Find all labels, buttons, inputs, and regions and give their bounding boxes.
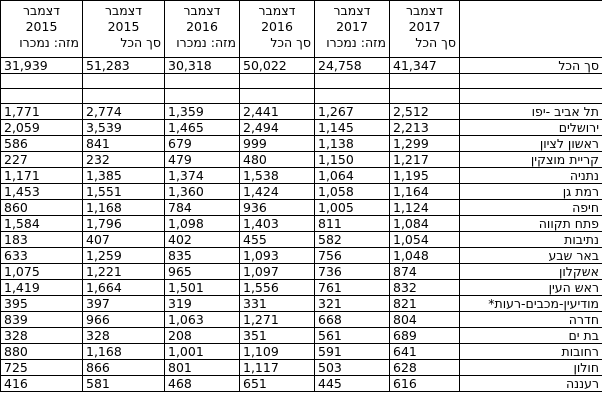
value-cell: 1,145 xyxy=(315,120,390,136)
value-cell: 1,299 xyxy=(390,136,460,152)
value-cell: 2,512 xyxy=(390,104,460,120)
table-row xyxy=(1,104,602,120)
value-cell: 1,796 xyxy=(83,216,165,232)
header-cell: דצמבר 2016 מזה: נמכרו xyxy=(165,1,240,58)
value-cell: 835 xyxy=(165,248,240,264)
table-row xyxy=(1,312,602,328)
value-cell: 860 xyxy=(1,200,83,216)
value-cell: 31,939 xyxy=(1,58,83,74)
value-cell: 1,271 xyxy=(240,312,315,328)
value-cell: 874 xyxy=(390,264,460,280)
value-cell: 1,403 xyxy=(240,216,315,232)
value-cell: 1,385 xyxy=(83,168,165,184)
value-cell: 725 xyxy=(1,360,83,376)
row-label: אשקלון xyxy=(460,264,602,280)
value-cell: 1,664 xyxy=(83,280,165,296)
value-cell: 351 xyxy=(240,328,315,344)
header-label-cell xyxy=(460,1,602,58)
value-cell: 41,347 xyxy=(390,58,460,74)
value-cell: 227 xyxy=(1,152,83,168)
empty-cell xyxy=(460,89,602,104)
value-cell: 1,168 xyxy=(83,200,165,216)
row-label: רעננה xyxy=(460,376,602,392)
value-cell: 402 xyxy=(165,232,240,248)
empty-cell xyxy=(315,74,390,89)
value-cell: 965 xyxy=(165,264,240,280)
empty-cell xyxy=(460,74,602,89)
header-cell: דצמבר 2017 סך הכל xyxy=(390,1,460,58)
value-cell: 331 xyxy=(240,296,315,312)
header-cell: דצמבר 2017 מזה: נמכרו xyxy=(315,1,390,58)
value-cell: 679 xyxy=(165,136,240,152)
row-label: ראשון לציון xyxy=(460,136,602,152)
row-label: חדרה xyxy=(460,312,602,328)
value-cell: 1,064 xyxy=(315,168,390,184)
value-cell: 50,022 xyxy=(240,58,315,74)
value-cell: 397 xyxy=(83,296,165,312)
empty-cell xyxy=(240,89,315,104)
value-cell: 804 xyxy=(390,312,460,328)
value-cell: 841 xyxy=(83,136,165,152)
spacer-row xyxy=(1,89,602,104)
value-cell: 1,109 xyxy=(240,344,315,360)
value-cell: 1,538 xyxy=(240,168,315,184)
table-row xyxy=(1,184,602,200)
row-label: פתח תקווה xyxy=(460,216,602,232)
row-label: רמת גן xyxy=(460,184,602,200)
row-label: באר שבע xyxy=(460,248,602,264)
value-cell: 2,494 xyxy=(240,120,315,136)
value-cell: 801 xyxy=(165,360,240,376)
value-cell: 811 xyxy=(315,216,390,232)
value-cell: 1,584 xyxy=(1,216,83,232)
header-row xyxy=(1,1,602,58)
header-cell: דצמבר 2015 סך הכל xyxy=(83,1,165,58)
empty-cell xyxy=(165,74,240,89)
value-cell: 208 xyxy=(165,328,240,344)
value-cell: 668 xyxy=(315,312,390,328)
value-cell: 936 xyxy=(240,200,315,216)
value-cell: 832 xyxy=(390,280,460,296)
value-cell: 736 xyxy=(315,264,390,280)
value-cell: 784 xyxy=(165,200,240,216)
empty-cell xyxy=(1,74,83,89)
empty-cell xyxy=(390,74,460,89)
value-cell: 30,318 xyxy=(165,58,240,74)
table-row xyxy=(1,216,602,232)
value-cell: 689 xyxy=(390,328,460,344)
row-label: ראש העין xyxy=(460,280,602,296)
table-row xyxy=(1,152,602,168)
value-cell: 455 xyxy=(240,232,315,248)
value-cell: 1,058 xyxy=(315,184,390,200)
value-cell: 1,359 xyxy=(165,104,240,120)
row-label: נתניה xyxy=(460,168,602,184)
value-cell: 2,213 xyxy=(390,120,460,136)
value-cell: 1,093 xyxy=(240,248,315,264)
value-cell: 1,005 xyxy=(315,200,390,216)
value-cell: 1,556 xyxy=(240,280,315,296)
value-cell: 591 xyxy=(315,344,390,360)
value-cell: 839 xyxy=(1,312,83,328)
value-cell: 468 xyxy=(165,376,240,392)
value-cell: 1,124 xyxy=(390,200,460,216)
value-cell: 1,171 xyxy=(1,168,83,184)
value-cell: 479 xyxy=(165,152,240,168)
value-cell: 1,453 xyxy=(1,184,83,200)
row-label: ירושלים xyxy=(460,120,602,136)
value-cell: 1,259 xyxy=(83,248,165,264)
value-cell: 1,138 xyxy=(315,136,390,152)
value-cell: 821 xyxy=(390,296,460,312)
value-cell: 651 xyxy=(240,376,315,392)
empty-cell xyxy=(1,89,83,104)
value-cell: 1,117 xyxy=(240,360,315,376)
value-cell: 1,063 xyxy=(165,312,240,328)
value-cell: 480 xyxy=(240,152,315,168)
table-row xyxy=(1,232,602,248)
empty-cell xyxy=(165,89,240,104)
value-cell: 2,441 xyxy=(240,104,315,120)
table-row xyxy=(1,120,602,136)
value-cell: 628 xyxy=(390,360,460,376)
value-cell: 328 xyxy=(1,328,83,344)
table-row xyxy=(1,376,602,392)
value-cell: 1,501 xyxy=(165,280,240,296)
empty-cell xyxy=(315,89,390,104)
value-cell: 1,195 xyxy=(390,168,460,184)
table-row xyxy=(1,344,602,360)
value-cell: 328 xyxy=(83,328,165,344)
value-cell: 641 xyxy=(390,344,460,360)
value-cell: 51,283 xyxy=(83,58,165,74)
value-cell: 1,054 xyxy=(390,232,460,248)
value-cell: 1,084 xyxy=(390,216,460,232)
value-cell: 1,048 xyxy=(390,248,460,264)
value-cell: 633 xyxy=(1,248,83,264)
value-cell: 756 xyxy=(315,248,390,264)
value-cell: 1,098 xyxy=(165,216,240,232)
table-row xyxy=(1,328,602,344)
table-row xyxy=(1,360,602,376)
total-row xyxy=(1,58,602,74)
value-cell: 1,097 xyxy=(240,264,315,280)
row-label: רחובות xyxy=(460,344,602,360)
row-label: קריית מוצקין xyxy=(460,152,602,168)
value-cell: 581 xyxy=(83,376,165,392)
row-label: בת ים xyxy=(460,328,602,344)
value-cell: 2,774 xyxy=(83,104,165,120)
spacer-row xyxy=(1,74,602,89)
empty-cell xyxy=(83,74,165,89)
table-row xyxy=(1,296,602,312)
value-cell: 183 xyxy=(1,232,83,248)
value-cell: 1,168 xyxy=(83,344,165,360)
value-cell: 2,059 xyxy=(1,120,83,136)
row-label: נתיבות xyxy=(460,232,602,248)
value-cell: 1,075 xyxy=(1,264,83,280)
value-cell: 880 xyxy=(1,344,83,360)
value-cell: 999 xyxy=(240,136,315,152)
value-cell: 966 xyxy=(83,312,165,328)
value-cell: 1,217 xyxy=(390,152,460,168)
value-cell: 1,419 xyxy=(1,280,83,296)
table-row xyxy=(1,200,602,216)
row-label: תל אביב -יפו xyxy=(460,104,602,120)
value-cell: 232 xyxy=(83,152,165,168)
value-cell: 319 xyxy=(165,296,240,312)
value-cell: 866 xyxy=(83,360,165,376)
row-label: חולון xyxy=(460,360,602,376)
value-cell: 445 xyxy=(315,376,390,392)
value-cell: 1,424 xyxy=(240,184,315,200)
value-cell: 1,001 xyxy=(165,344,240,360)
value-cell: 1,164 xyxy=(390,184,460,200)
value-cell: 1,771 xyxy=(1,104,83,120)
table-row xyxy=(1,136,602,152)
table-row xyxy=(1,264,602,280)
value-cell: 407 xyxy=(83,232,165,248)
value-cell: 1,551 xyxy=(83,184,165,200)
value-cell: 321 xyxy=(315,296,390,312)
value-cell: 3,539 xyxy=(83,120,165,136)
value-cell: 1,150 xyxy=(315,152,390,168)
value-cell: 761 xyxy=(315,280,390,296)
row-label: מודיעין-מכבים-רעות* xyxy=(460,296,602,312)
value-cell: 1,360 xyxy=(165,184,240,200)
header-cell: דצמבר 2016 סך הכל xyxy=(240,1,315,58)
value-cell: 1,465 xyxy=(165,120,240,136)
value-cell: 561 xyxy=(315,328,390,344)
value-cell: 24,758 xyxy=(315,58,390,74)
value-cell: 1,374 xyxy=(165,168,240,184)
empty-cell xyxy=(390,89,460,104)
value-cell: 586 xyxy=(1,136,83,152)
value-cell: 582 xyxy=(315,232,390,248)
value-cell: 616 xyxy=(390,376,460,392)
table-row xyxy=(1,168,602,184)
value-cell: 503 xyxy=(315,360,390,376)
table-row xyxy=(1,280,602,296)
empty-cell xyxy=(83,89,165,104)
value-cell: 1,221 xyxy=(83,264,165,280)
value-cell: 395 xyxy=(1,296,83,312)
header-cell: דצמבר 2015 מזה: נמכרו xyxy=(1,1,83,58)
table-row xyxy=(1,248,602,264)
value-cell: 1,267 xyxy=(315,104,390,120)
empty-cell xyxy=(240,74,315,89)
row-label: סך הכל xyxy=(460,58,602,74)
value-cell: 416 xyxy=(1,376,83,392)
row-label: חיפה xyxy=(460,200,602,216)
